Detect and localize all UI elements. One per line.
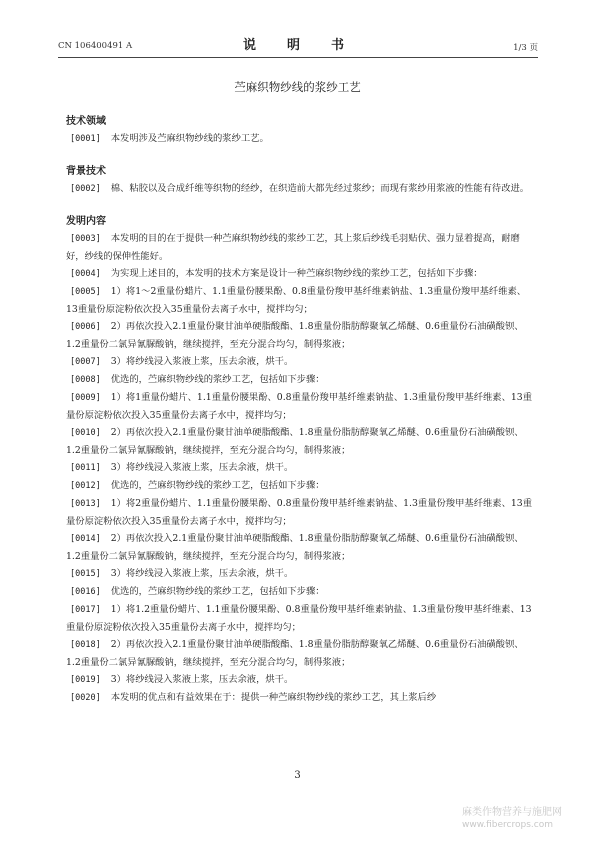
paragraph-text: 3）将纱线浸入浆液上浆，压去余液，烘干。	[110, 674, 294, 685]
paragraph-text: 1）将2重量份蜡片、1.1重量份腰果酚、0.8重量份羧甲基纤维素钠盐、1.3重量份羧甲基纤维素、13重量份原淀粉依次投入35重量份去离子水中，搅拌均匀；	[66, 498, 533, 527]
paragraph-text: 2）再依次投入2.1重量份聚甘油单硬脂酸酯、1.8重量份脂肪醇聚氧乙烯醚、0.6重量份石油磺酸钡、1.2重量份二氯异氰脲酸钠，继续搅拌，至充分混合均匀，制得浆液；	[66, 321, 524, 350]
paragraph	[66, 230, 536, 265]
paragraph	[66, 371, 536, 389]
paragraph-text: 3）将纱线浸入浆液上浆，压去余液，烘干。	[110, 568, 294, 579]
paragraph-number: [0018]	[70, 640, 101, 650]
page-indicator: 1/3 页	[513, 43, 538, 53]
paragraph-text: 本发明涉及苎麻织物纱线的浆纱工艺。	[110, 133, 269, 144]
paragraph	[66, 636, 536, 671]
paragraph	[66, 689, 536, 707]
section-heading: 背景技术	[66, 166, 106, 177]
section-heading: 发明内容	[66, 216, 106, 227]
paragraph-text: 优选的，苎麻织物纱线的浆纱工艺，包括如下步骤：	[110, 586, 325, 597]
paragraph-text: 为实现上述目的，本发明的技术方案是设计一种苎麻织物纱线的浆纱工艺，包括如下步骤：	[110, 268, 483, 279]
paragraph-number: [0013]	[70, 499, 101, 509]
paragraph-text: 本发明的优点和有益效果在于：提供一种苎麻织物纱线的浆纱工艺，其上浆后纱	[110, 692, 437, 703]
paragraph-number: [0005]	[70, 287, 101, 297]
paragraph-number: [0009]	[70, 393, 101, 403]
paragraph-text: 2）再依次投入2.1重量份聚甘油单硬脂酸酯、1.8重量份脂肪醇聚氧乙烯醚、0.6重量份石油磺酸钡、1.2重量份二氯异氰脲酸钠，继续搅拌，至充分混合均匀，制得浆液；	[66, 533, 524, 562]
paragraph-number: [0006]	[70, 322, 101, 332]
paragraph	[66, 601, 536, 636]
document-title: 苎麻织物纱线的浆纱工艺	[234, 80, 361, 94]
section-heading: 技术领域	[66, 116, 106, 127]
paragraph-text: 3）将纱线浸入浆液上浆，压去余液，烘干。	[110, 462, 294, 473]
paragraph	[66, 530, 536, 565]
header-rule	[58, 57, 538, 58]
paragraph	[66, 353, 536, 371]
paragraph-number: [0012]	[70, 481, 101, 491]
paragraph-number: [0020]	[70, 693, 101, 703]
paragraph-number: [0017]	[70, 605, 101, 615]
paragraph	[66, 459, 536, 477]
paragraph	[66, 583, 536, 601]
paragraph-text: 3）将纱线浸入浆液上浆，压去余液，烘干。	[110, 356, 294, 367]
paragraph-number: [0015]	[70, 569, 101, 579]
paragraph-number: [0016]	[70, 587, 101, 597]
watermark-url: www.fibercrops.com	[462, 820, 553, 830]
paragraph	[66, 389, 536, 424]
paragraph-text: 1）将1～2重量份蜡片、1.1重量份腰果酚、0.8重量份羧甲基纤维素钠盐、1.3重量份羧甲基纤维素、13重量份原淀粉依次投入35重量份去离子水中，搅拌均匀；	[66, 286, 527, 315]
paragraph-number: [0008]	[70, 375, 101, 385]
watermark	[462, 807, 562, 831]
patent-number: CN 106400491 A	[58, 41, 133, 51]
paragraph-text: 优选的，苎麻织物纱线的浆纱工艺，包括如下步骤：	[110, 374, 325, 385]
paragraph	[66, 130, 536, 148]
paragraph-text: 本发明的目的在于提供一种苎麻织物纱线的浆纱工艺，其上浆后纱线毛羽贴伏、强力显着提高，耐磨好，纱线的保伸性能好。	[66, 233, 520, 262]
paragraph-text: 2）再依次投入2.1重量份聚甘油单硬脂酸酯、1.8重量份脂肪醇聚氧乙烯醚、0.6重量份石油磺酸钡、1.2重量份二氯异氰脲酸钠，继续搅拌，至充分混合均匀，制得浆液；	[66, 427, 524, 456]
paragraph-number: [0002]	[70, 184, 101, 194]
paragraph	[66, 495, 536, 530]
paragraph-text: 优选的，苎麻织物纱线的浆纱工艺，包括如下步骤：	[110, 480, 325, 491]
paragraph	[66, 477, 536, 495]
paragraph-number: [0003]	[70, 234, 101, 244]
paragraph-number: [0011]	[70, 463, 101, 473]
paragraph-text: 棉、粘胶以及合成纤维等织物的经纱，在织造前大都先经过浆纱；而现有浆纱用浆液的性能有待改进。	[110, 183, 530, 194]
page-number: 3	[294, 770, 301, 781]
running-header	[58, 34, 538, 56]
document-body	[66, 112, 536, 707]
watermark-site-name: 麻类作物营养与施肥网	[462, 807, 562, 818]
paragraph	[66, 180, 536, 198]
paragraph	[66, 318, 536, 353]
paragraph-text: 1）将1.2重量份蜡片、1.1重量份腰果酚、0.8重量份羧甲基纤维素钠盐、1.3重量份羧甲基纤维素、13重量份原淀粉依次投入35重量份去离子水中，搅拌均匀；	[66, 604, 532, 633]
document-type-label: 说 明 书	[242, 38, 353, 53]
paragraph	[66, 283, 536, 318]
paragraph	[66, 565, 536, 583]
paragraph-number: [0014]	[70, 534, 101, 544]
paragraph	[66, 265, 536, 283]
paragraph-text: 1）将1重量份蜡片、1.1重量份腰果酚、0.8重量份羧甲基纤维素钠盐、1.3重量份羧甲基纤维素、13重量份原淀粉依次投入35重量份去离子水中，搅拌均匀；	[66, 392, 533, 421]
paragraph-number: [0004]	[70, 269, 101, 279]
paragraph-number: [0007]	[70, 357, 101, 367]
paragraph-number: [0019]	[70, 675, 101, 685]
paragraph-number: [0010]	[70, 428, 101, 438]
paragraph-number: [0001]	[70, 134, 101, 144]
paragraph-text: 2）再依次投入2.1重量份聚甘油单硬脂酸酯、1.8重量份脂肪醇聚氧乙烯醚、0.6重量份石油磺酸钡、1.2重量份二氯异氰脲酸钠，继续搅拌，至充分混合均匀，制得浆液；	[66, 639, 524, 668]
paragraph	[66, 424, 536, 459]
paragraph	[66, 671, 536, 689]
